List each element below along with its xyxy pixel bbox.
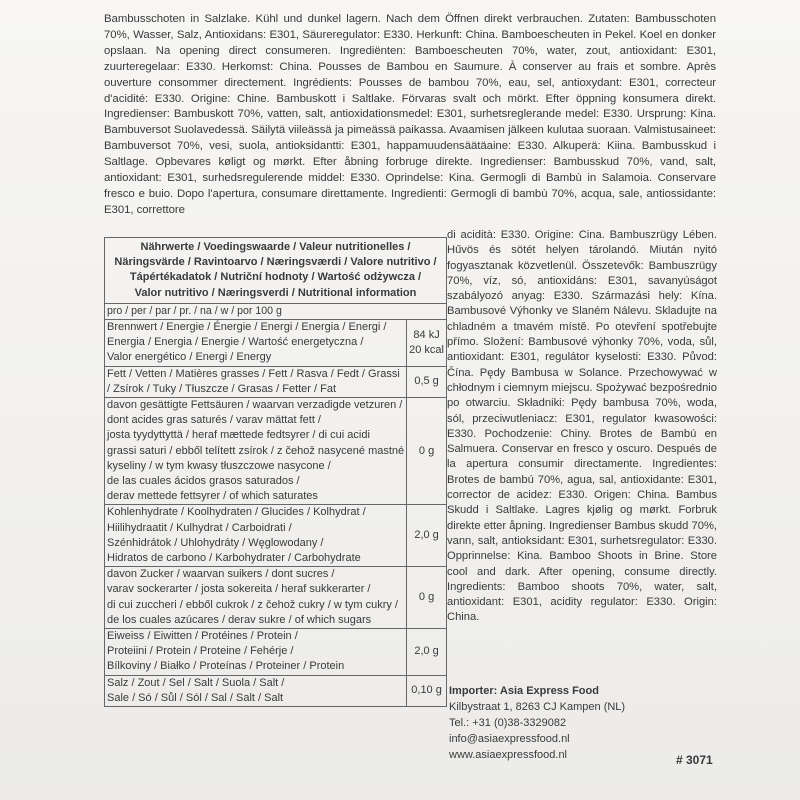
nutrient-value-line: 84 kJ [413,328,440,341]
nutrient-name [105,567,407,629]
importer-email: info@asiaexpressfood.nl [449,733,570,745]
product-code: # 3071 [676,753,713,767]
nutrient-name-line: Bílkoviny / Białko / Proteínas / Proteiner / Protein [107,660,345,673]
nutrition-row [105,398,447,505]
nutrition-header-line: Nährwerte / Voedingswaarde / Valeur nutritionelles / [140,241,411,253]
nutrition-header-line: Tápértékadatok / Nutriční hodnoty / Wartość odżywcza / [129,271,422,284]
nutrient-name-line: / Zsírok / Tuky / Tłuszcze / Grasas / Fetter / Fat [107,382,337,395]
nutrient-name-line: Hidratos de carbono / Karbohydrater / Carbohydrate [107,552,361,565]
nutrient-name [105,505,407,567]
nutrient-name-line: Fett / Vetten / Matières grasses / Fett / Rasva / Fedt / Grassi [107,367,400,380]
nutrient-name-line: derav mettede fettsyrer / of which saturates [107,490,318,503]
nutrition-row [105,366,447,397]
nutrient-name-line: Hiilihydraatit / Kulhydrat / Carboidrati / [107,521,292,534]
importer-title: Importer: Asia Express Food [449,685,599,697]
nutrient-name-line: kyseliny / w tym kwasy tłuszczowe nasycone / [107,459,331,472]
nutrient-name-line: Eiweiss / Eiwitten / Protéines / Protein / [107,630,298,643]
nutrient-name-line: Salz / Zout / Sel / Salt / Suola / Salt / [107,676,285,689]
nutrient-value [407,320,447,367]
nutrient-name-line: Proteiini / Protein / Proteine / Fehérje / [107,645,294,658]
nutrition-per-row [105,303,447,319]
nutrient-name-line: Valor energético / Energi / Energy [107,351,272,364]
nutrient-value-line: 0 g [418,444,435,457]
nutrition-per-label: pro / per / par / pr. / na / w / por 100 g [105,303,447,319]
nutrient-name-line: josta tyydyttyttä / heraf mættede fedtsyrer / di cui acidi [107,429,370,442]
nutrient-value-line: 2,0 g [414,529,439,542]
nutrient-name [105,398,407,505]
nutrient-name-line: Energia / Energia / Energie / Wartość energetyczna / [107,336,364,349]
nutrient-value [407,505,447,567]
importer-block [449,683,709,763]
ingredients-paragraph: Bambusschoten in Salzlake. Kühl und dunkel lagern. Nach dem Öffnen direkt verbrauchen. Zutaten: Bambusschoten 70%, Wasser, Salz, Antioxidans: E301, Säureregulator: E330. Herkunft: China. Bamboescheuten in Pekel. Koel en donker opslaan. Na opening direct consumeren. Ingrediënten: Bamboescheuten 70%, water, zout, antioxidant: E301, zuurteregelaar: E330. Herkomst: China. Pousses de Bambou en Saumure. À conserver au frais et sombre. Après ouverture consommer directement. Ingrédients: Pousses de bambou 70%, eau, sel, antioxydant: E301, correcteur d'acidité: E330. Origine: Chine. Bambuskott i Saltlake. Förvaras svalt och mörkt. Efter öppning konsumera direkt. Ingredienser: Bambuskott 70%, vatten, salt, antioxidationsmedel: E301, surhetsreglerande medel: E330. Ursprung: Kina. Bambuversot Suolavedessä. Säilytä viileässä ja pimeässä paikassa. Avaamisen jälkeen kulutaa suoraan. Valmistusaineet: Bambuversot 70%, vesi, suola, antioksidantti: E301, happamuudensäätäaine: E330. Alkuperä: Kiina. Bambusskud i Saltlage. Opbevares køligt og mørkt. Efter åbning forbruge direkte. Ingredienser: Bambusskud 70%, vand, salt, antioxidant: E301, surhedsregulerende middel: E330. Oprindelse: Kina. Germogli di Bambù in Salamoia. Conservare fresco e buio. Dopo l'apertura, consumare direttamente. Ingredienti: Germogli di bambù 70%, acqua, sale, antiossidante: E301, correttore [104,13,716,216]
nutrition-row [105,505,447,567]
nutrient-name [105,629,407,676]
nutrient-name-line: grassi saturi / ebből telített zsírok / z čehož nasycené mastné [107,444,405,457]
nutrient-value-line: 2,0 g [414,645,439,658]
nutrient-name-line: de las cuales ácidos grasos saturados / [107,475,300,488]
nutrient-value [407,629,447,676]
nutrient-value [407,567,447,629]
nutrient-name [105,675,407,706]
nutrient-value-line: 20 kcal [409,343,444,356]
nutrient-name-line: davon gesättigte Fettsäuren / waarvan verzadigde vetzuren / [107,399,403,412]
nutrient-name [105,366,407,397]
nutrient-name-line: di cui zuccheri / ebből cukrok / z čehož cukry / w tym cukry / [107,598,398,611]
nutrient-value-line: 0 g [418,591,435,604]
nutrient-value-line: 0,10 g [411,684,442,697]
nutrition-header-line: Valor nutritivo / Næringsverdi / Nutritional information [134,286,417,299]
importer-website: www.asiaexpressfood.nl [449,749,568,761]
nutrition-header [105,238,447,304]
nutrition-row [105,629,447,676]
nutrient-name-line: dont acides gras saturés / varav mättat fett / [107,414,321,427]
nutrient-name-line: Brennwert / Energie / Énergie / Energi / Energia / Energi / [107,321,387,334]
nutrition-header-row [105,238,447,304]
nutrition-row [105,675,447,706]
nutrition-row [105,567,447,629]
nutrient-name-line: Kohlenhydrate / Koolhydraten / Glucides / Kolhydrat / [107,506,366,519]
nutrient-value [407,366,447,397]
ingredients-paragraph-right: di acidità: E330. Origine: Cina. Bambuszrügy Lében. Hűvös és sötét helyen tárolandó. Miután nyitó fogyasztanak közvetlenül. Összetevők: Bambuszrügy 70%, víz, só, antioxidáns: E301, savanyúságot szabályozó anyag: E330. Származási hely: Kína. Bambusové Výhonky ve Slaném Nálevu. Skladujte na chladném a tmavém místě. Po otevření spotřebujte přímo. Složení: Bambusové výhonky 70%, voda, sůl, antioxidant: E301, regulátor kyselosti: E330. Původ: Čína. Pędy Bambusa w Solance. Przechowywać w chłodnym i ciemnym miejscu. Spożywać bezpośrednio po otwarciu. Składniki: Pędy bambusa 70%, woda, sól, przeciwutleniacz: E301, regulator kwasowości: E330. Pochodzenie: Chiny. Brotes de Bambú en Salmuera. Conservar en fresco y oscuro. Después de la apertura consumir directamente. Ingredientes: Brotes de bambú 70%, agua, sal, antioxidante: E301, corrector de acidez: E330. Origen: China. Bambus Skudd i Saltlake. Lagres kjølig og mørkt. Forbruk direkte etter åpning. Ingredienser Bambus skudd 70%, vann, salt, antioksidant: E301, surhetsregulator: E330. Opprinnelse: Kina. Bamboo Shoots in Brine. Store cool and dark. After opening, consume directly. Ingredients: Bamboo shoots 70%, water, salt, antioxidant: E301, acidity regulator: E330. Origin: China. [447,229,717,624]
importer-phone: Tel.: +31 (0)38-3329082 [449,717,567,729]
nutrient-name-line: Szénhidrátok / Uhlohydráty / Węglowodany / [107,536,324,549]
nutrient-value [407,398,447,505]
ingredients-multilingual-text [104,12,716,219]
nutrient-name-line: de los cuales azúcares / derav sukre / of which sugars [107,613,372,626]
nutrient-name-line: Sale / Só / Sůl / Sól / Sal / Salt / Salt [107,691,284,704]
nutrient-name-line: davon Zucker / waarvan suikers / dont sucres / [107,568,335,581]
nutrient-value-line: 0,5 g [414,375,439,388]
ingredients-multilingual-text-continued [447,228,717,626]
nutrient-value [407,675,447,706]
nutrient-name [105,320,407,367]
nutrient-name-line: varav sockerarter / josta sokereita / heraf sukkerarter / [107,583,371,596]
nutrition-table [104,237,447,707]
nutrition-header-line: Näringsvärde / Ravintoarvo / Næringsværdi / Valore nutritivo / [114,256,437,269]
nutrition-row [105,320,447,367]
importer-address: Kilbystraat 1, 8263 CJ Kampen (NL) [449,701,626,713]
